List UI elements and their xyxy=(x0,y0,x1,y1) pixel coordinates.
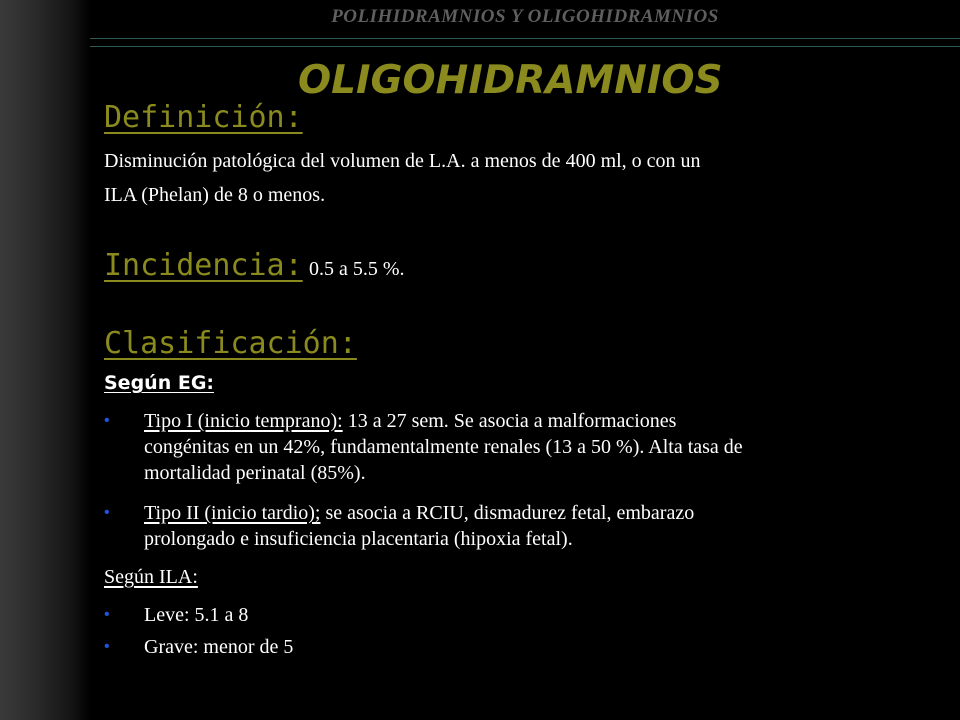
incidence-heading: Incidencia: xyxy=(104,248,303,283)
ila-item-leve: Leve: 5.1 a 8 xyxy=(144,604,249,626)
classification-heading: Clasificación: xyxy=(104,326,357,361)
slide-title: OLIGOHIDRAMNIOS xyxy=(298,58,723,103)
list-item-grave xyxy=(104,634,944,660)
side-gradient-bar xyxy=(0,0,90,720)
list-item-text xyxy=(144,500,944,552)
header-title: POLIHIDRAMNIOS Y OLIGOHIDRAMNIOS xyxy=(331,6,719,27)
bullet-icon: • xyxy=(104,638,110,655)
tipo-2-line-2: prolongado e insuficiencia placentaria (hipoxia fetal). xyxy=(144,528,573,550)
definition-line-2: ILA (Phelan) de 8 o menos. xyxy=(104,184,326,206)
tipo-1-line-2: congénitas en un 42%, fundamentalmente renales (13 a 50 %). Alta tasa de xyxy=(144,436,743,458)
ila-item-grave: Grave: menor de 5 xyxy=(144,636,294,658)
tipo-2-label: Tipo II (inicio tardio); xyxy=(144,502,321,524)
definition-heading: Definición: xyxy=(104,100,303,135)
tipo-1-label: Tipo I (inicio temprano): xyxy=(144,410,343,432)
list-item-line xyxy=(144,408,944,434)
list-item-leve xyxy=(104,602,944,628)
header-rule-bottom xyxy=(90,46,960,47)
bullet-icon: • xyxy=(104,504,110,521)
incidence-value: 0.5 a 5.5 %. xyxy=(309,258,405,280)
header-rule-top xyxy=(90,38,960,39)
eg-subheading: Según EG: xyxy=(104,372,215,394)
tipo-2-line-1: se asocia a RCIU, dismadurez fetal, embarazo xyxy=(320,502,695,524)
list-item-tipo-1 xyxy=(104,408,944,486)
bullet-icon: • xyxy=(104,606,110,623)
tipo-1-line-1: 13 a 27 sem. Se asocia a malformaciones xyxy=(342,410,677,432)
tipo-1-line-3: mortalidad perinatal (85%). xyxy=(144,462,366,484)
list-item-tipo-2 xyxy=(104,500,944,552)
definition-line-1: Disminución patológica del volumen de L.A. a menos de 400 ml, o con un xyxy=(104,150,701,172)
list-item-line xyxy=(144,500,944,526)
bullet-icon: • xyxy=(104,412,110,429)
ila-subheading: Según ILA: xyxy=(104,566,198,588)
list-item-text xyxy=(144,408,944,486)
